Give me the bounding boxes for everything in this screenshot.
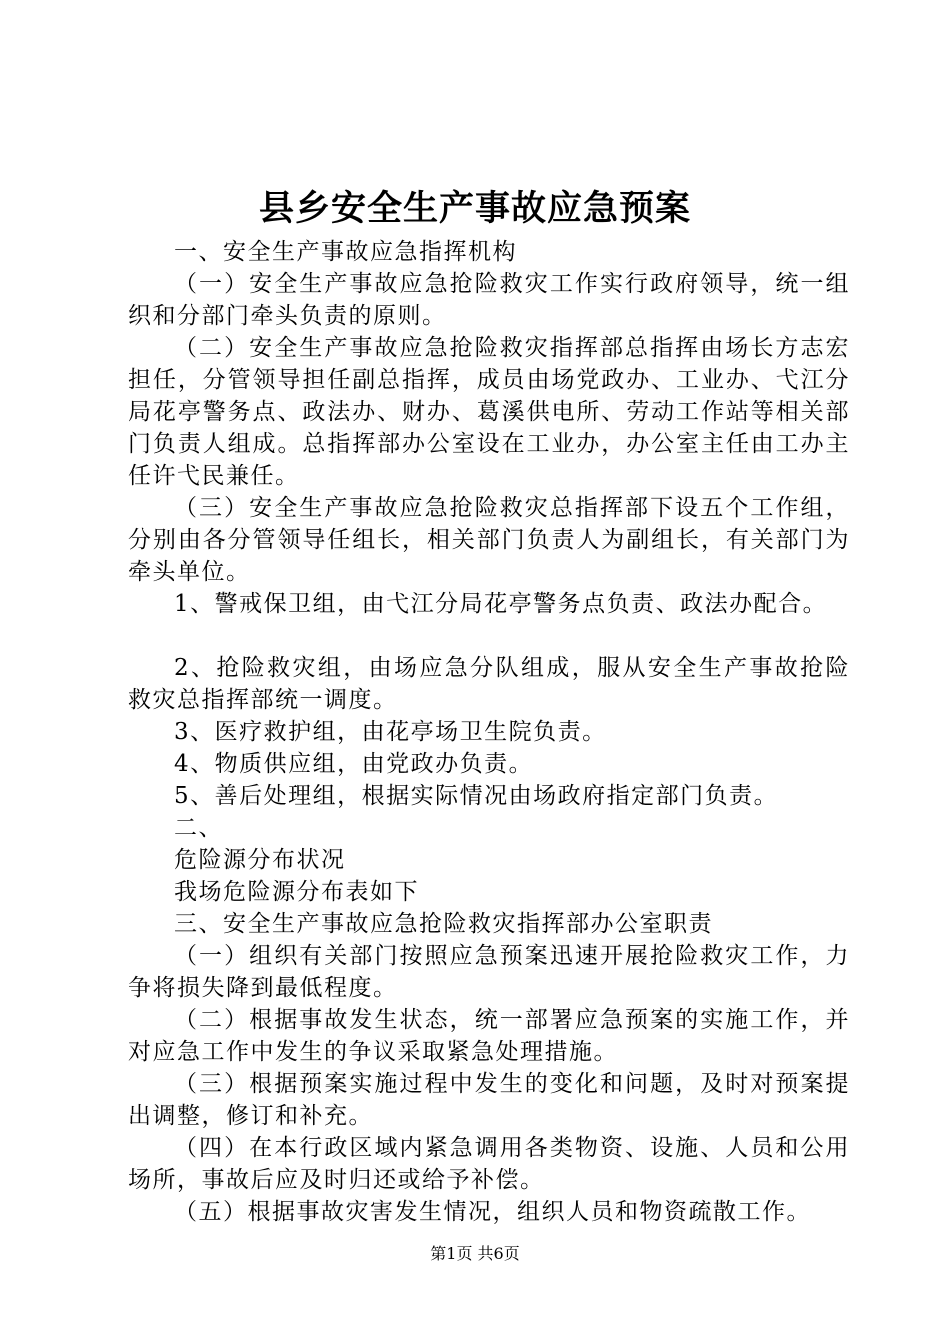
list-item: 4、物质供应组，由党政办负责。 [174,751,534,777]
paragraph: 危险源分布状况 [174,847,346,873]
paragraph: （二）根据事故发生状态，统一部署应急预案的实施工作，并对应急工作中发生的争议采取紧急处理措施。 [128,1007,850,1065]
section-heading-3: 三、安全生产事故应急抢险救灾指挥部办公室职责 [174,911,713,937]
list-item: 3、医疗救护组，由花亭场卫生院负责。 [174,719,607,745]
paragraph: （三）安全生产事故应急抢险救灾总指挥部下设五个工作组，分别由各分管领导任组长，相关部门负责人为副组长，有关部门为牵头单位。 [128,495,850,585]
document-title: 县乡安全生产事故应急预案 [258,188,691,229]
page-footer: 第1页 共6页 [430,1244,520,1263]
paragraph: （三）根据预案实施过程中发生的变化和问题，及时对预案提出调整，修订和补充。 [128,1071,850,1129]
blank-line [128,620,850,652]
section-heading-2: 二、 [174,815,223,841]
paragraph: （二）安全生产事故应急抢险救灾指挥部总指挥由场长方志宏担任，分管领导担任副总指挥，成员由场党政办、工业办、弋江分局花亭警务点、政法办、财办、葛溪供电所、劳动工作站等相关部门负责人组成。总指挥部办公室设在工业办，办公室主任由工办主任许弋民兼任。 [128,335,850,489]
paragraph: （一）安全生产事故应急抢险救灾工作实行政府领导，统一组织和分部门牵头负责的原则。 [128,271,850,329]
document-body [128,236,850,1228]
list-item: 5、善后处理组，根据实际情况由场政府指定部门负责。 [174,783,779,809]
paragraph: （四）在本行政区域内紧急调用各类物资、设施、人员和公用场所，事故后应及时归还或给予补偿。 [128,1135,850,1193]
paragraph: （五）根据事故灾害发生情况，组织人员和物资疏散工作。 [174,1199,811,1225]
section-heading-1: 一、安全生产事故应急指挥机构 [174,239,517,265]
paragraph: （一）组织有关部门按照应急预案迅速开展抢险救灾工作，力争将损失降到最低程度。 [128,943,850,1001]
list-item: 1、警戒保卫组，由弋江分局花亭警务点负责、政法办配合。 [174,591,828,617]
paragraph: 我场危险源分布表如下 [174,879,419,905]
list-item: 2、抢险救灾组，由场应急分队组成，服从安全生产事故抢险救灾总指挥部统一调度。 [128,655,850,713]
